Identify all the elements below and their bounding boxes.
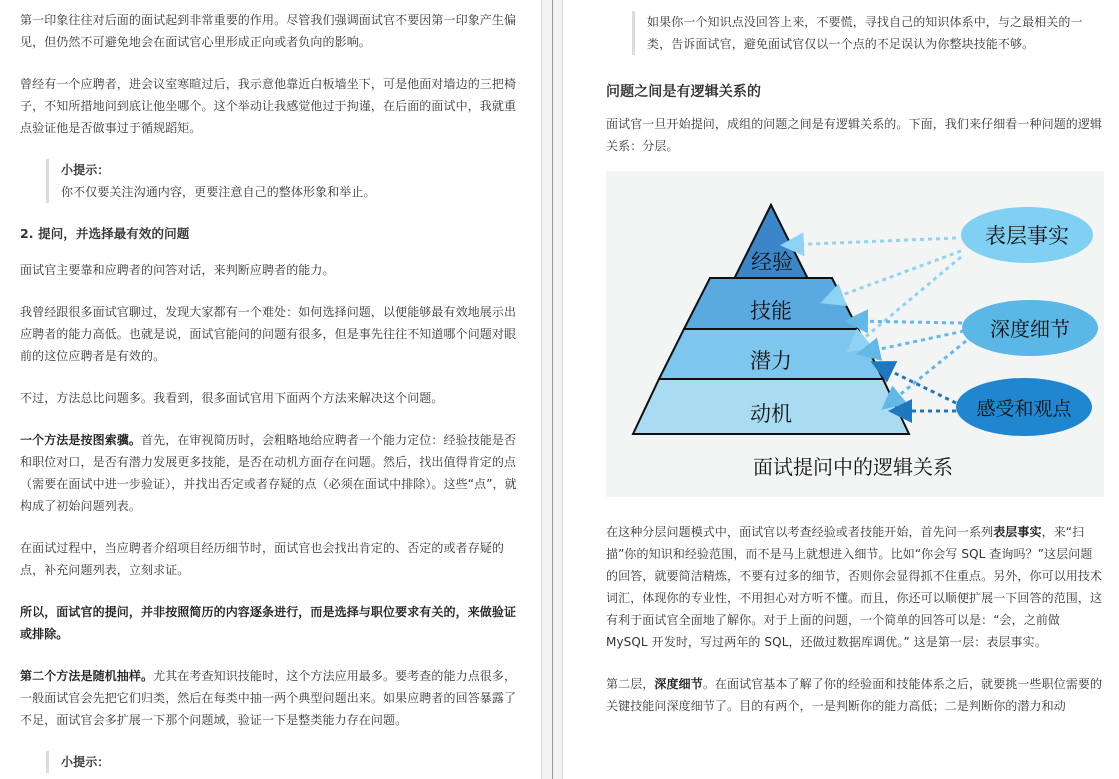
paragraph bbox=[606, 521, 1104, 653]
figure-caption: 面试提问中的逻辑关系 bbox=[753, 455, 953, 479]
paragraph: 第一印象往往对后面的面试起到非常重要的作用。尽管我们强调面试官不要因第一印象产生偏见，但仍然不可避免地会在面试官心里形成正向或者负向的影响。 bbox=[20, 13, 517, 49]
layer-label: 潜力 bbox=[750, 349, 792, 373]
paragraph: 我曾经跟很多面试官聊过，发现大家都有一个难处：如何选择问题，以便能够最有效地展示出应聘者的能力高低。也就是说，面试官能问的问题有很多，但是事先往往不知道哪个问题对眼前的这位应聘者是有效的。 bbox=[20, 305, 517, 363]
arrow bbox=[826, 251, 961, 301]
tip-box bbox=[632, 11, 1104, 55]
paragraph bbox=[20, 665, 520, 731]
page-gutter bbox=[541, 0, 563, 779]
paragraph bbox=[606, 673, 1104, 717]
arrow bbox=[850, 321, 962, 323]
bold-paragraph: 所以，面试官的提问，并非按照简历的内容逐条进行，而是选择与职位要求有关的，来做验证或排除。 bbox=[20, 605, 517, 641]
section-heading: 问题之间是有逻辑关系的 bbox=[606, 84, 762, 100]
tip-title: 小提示： bbox=[61, 755, 110, 769]
arrow bbox=[786, 238, 956, 245]
paragraph-text: 。在面试官基本了解了你的经验面和技能体系之后，就要挑一些职位需要的关键技能问深度细节了。目的有两个，一是判断你的能力高低；二是判断你的潜力和动 bbox=[606, 677, 1103, 713]
pyramid-diagram bbox=[606, 171, 1104, 497]
paragraph bbox=[20, 601, 520, 645]
paragraph bbox=[20, 429, 520, 517]
bold-term: 深度细节 bbox=[654, 677, 703, 691]
page-separator bbox=[552, 0, 553, 779]
tip-title: 小提示： bbox=[61, 163, 110, 177]
tip-box bbox=[46, 159, 520, 203]
left-page-content bbox=[20, 9, 520, 779]
bold-term: 表层事实 bbox=[993, 525, 1042, 539]
pyramid-figure bbox=[606, 171, 1104, 497]
arrow bbox=[862, 331, 964, 353]
tip-body: 如果你一个知识点没回答上来，不要慌，寻找自己的知识体系中，与之最相关的一类，告诉面试官，避免面试官仅以一个点的不足误认为你整块技能不够。 bbox=[647, 15, 1083, 51]
paragraph: 面试官一旦开始提问，成组的问题之间是有逻辑关系的。下面，我们来仔细看一种问题的逻辑关系：分层。 bbox=[606, 117, 1103, 153]
layer-label: 动机 bbox=[750, 402, 792, 426]
left-page bbox=[0, 0, 540, 779]
paragraph-text: 在这种分层问题模式中，面试官以考查经验或者技能开始，首先问一系列 bbox=[606, 525, 994, 539]
paragraph-text: 首先，在审视简历时，会粗略地给应聘者一个能力定位：经验技能是否和职位对口，是否有潜力发展更多技能，是否在动机方面存在问题。然后，找出值得肯定的点（需要在面试中进一步验证），并找出否定或者存疑的点（必须在面试中排除）。这些“点”，就构成了初始问题列表。 bbox=[20, 433, 517, 513]
bubble-label: 感受和观点 bbox=[976, 398, 1072, 420]
paragraph-text: ，来“扫描”你的知识和经验范围，而不是马上就想进入细节。比如“你会写 SQL 查询吗？”这层问题的回答，就要简洁精炼，不要有过多的细节，否则你会显得抓不住重点。另外，你可以用技术词汇，体现你的专业性，不用担心对方听不懂。而且，你还可以顺便扩展一下回答的范围，这有利于面试官全面地了解你。对于上面的问题，一个简单的回答可以是：“会，之前做 MySQL 开发时，写过两年的 SQL，还做过数据库调优。” 这是第一层：表层事实。 bbox=[606, 525, 1103, 649]
bubble-label: 表层事实 bbox=[985, 224, 1069, 248]
right-page bbox=[564, 0, 1119, 779]
paragraph: 面试官主要靠和应聘者的问答对话，来判断应聘者的能力。 bbox=[20, 263, 335, 277]
section-heading: 2. 提问，并选择最有效的问题 bbox=[20, 226, 190, 241]
tip-body: 你不仅要关注沟通内容，更要注意自己的整体形象和举止。 bbox=[61, 185, 376, 199]
bubble-label: 深度细节 bbox=[990, 317, 1070, 341]
tip-box bbox=[46, 751, 520, 773]
layer-label: 技能 bbox=[750, 299, 792, 323]
right-page-content bbox=[606, 0, 1104, 737]
paragraph-text: 第二层， bbox=[606, 677, 655, 691]
paragraph: 曾经有一个应聘者，进会议室寒暄过后，我示意他靠近白板墙坐下，可是他面对墙边的三把椅子，不知所措地问到底让他坐哪个。这个举动让我感觉他过于拘谨，在后面的面试中，我就重点验证他是否做事过于循规蹈矩。 bbox=[20, 77, 517, 135]
paragraph-text: 尤其在考查知识技能时，这个方法应用最多。要考查的能力点很多，一般面试官会先把它们归类，然后在每类中抽一两个典型问题出来。如果应聘者的回答暴露了不足，面试官会多扩展一下那个问题域，验证一下是整类能力存在问题。 bbox=[20, 669, 517, 727]
bold-lead: 一个方法是按图索骥。 bbox=[20, 433, 142, 447]
paragraph: 在面试过程中，当应聘者介绍项目经历细节时，面试官也会找出肯定的、否定的或者存疑的点，补充问题列表，立刻求证。 bbox=[20, 541, 505, 577]
bold-lead: 第二个方法是随机抽样。 bbox=[20, 669, 154, 683]
layer-label: 经验 bbox=[751, 250, 793, 274]
paragraph: 不过，方法总比问题多。我看到，很多面试官用下面两个方法来解决这个问题。 bbox=[20, 391, 444, 405]
